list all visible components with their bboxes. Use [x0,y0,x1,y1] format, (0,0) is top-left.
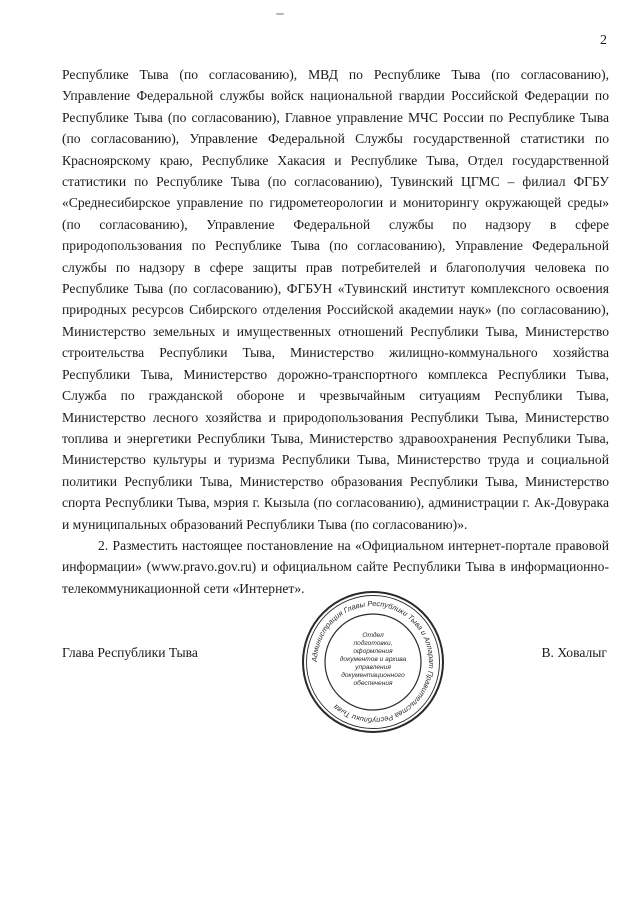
scan-mark [276,13,284,15]
stamp-line: обеспечения [353,680,393,687]
stamp-line: управления [355,664,391,671]
stamp-line: документов и архива [339,656,407,663]
signatory-name: В. Ховалыг [541,645,607,660]
signatory-title: Глава Республики Тыва [62,645,198,660]
paragraph-1: Республике Тыва (по согласованию), МВД по Республике Тыва (по согласованию), Управление Федеральной службы войск национальной гвардии Российской Федерации по Республике Тыва (по согласованию), Главное управление МЧС России по Республике Тыва (по согласованию), Управление Федеральной Службы государственной статистики по Красноярскому краю, Республике Хакасия и Республике Тыва, Отдел государственной статистики по Республике Тыва (по согласованию), Тувинский ЦГМС – филиал ФГБУ «Среднесибирское управление по гидрометеорологии и мониторингу окружающей среды» (по согласованию), Управление Федеральной службы по надзору в сфере природопользования по Республике Тыва (по согласованию), Управление Федеральной службы по надзору в сфере защиты прав потребителей и благополучия человека по Республике Тыва (по согласованию), ФГБУН «Тувинский институт комплексного освоения природных ресурсов Сибирского отделения Российской академии наук» (по согласованию), Министерство земельных и имущественных отношений Республики Тыва, Министерство строительства Республики Тыва, Министерство жилищно-коммунального хозяйства Республики Тыва, Министерство дорожно-транспортного комплекса Республики Тыва, Служба по гражданской обороне и чрезвычайным ситуациям Республики Тыва, Министерство лесного хозяйства и природопользования Республики Тыва, Министерство топлива и энергетики Республики Тыва, Министерство здравоохранения Республики Тыва, Министерство культуры и туризма Республики Тыва, Министерство труда и социальной политики Республики Тыва, Министерство образования Республики Тыва, Министерство спорта Республики Тыва, мэрия г. Кызыла (по согласованию), администрации г. Ак-Довурака и муниципальных образований Республики Тыва (по согласованию)». [62,67,609,532]
stamp-ring-text: Администрация Главы Республики Тыва и Аппарат Правительства Республики Тыва [309,598,437,726]
page-number: 2 [600,33,607,48]
stamp-line: документационного [341,672,405,679]
stamp-center-text [331,632,415,688]
official-stamp [299,588,447,736]
stamp-line: подготовки, [353,640,393,647]
paragraph-2: 2. Разместить настоящее постановление на «Официальном интернет-портале правовой информации» (www.pravo.gov.ru) и официальном сайте Республики Тыва в информационно-телекоммуникационной сети «Интернет». [62,537,609,596]
document-body [62,64,609,599]
stamp-line: оформления [353,648,393,655]
stamp-line: Отдел [362,632,384,639]
